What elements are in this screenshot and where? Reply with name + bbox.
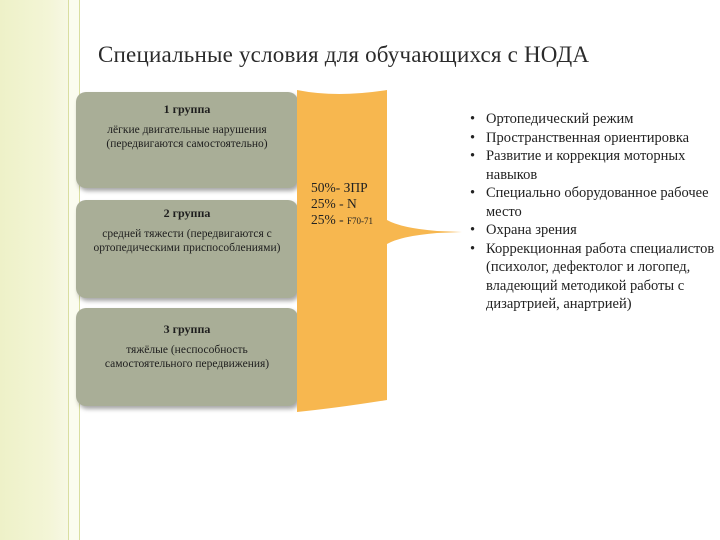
list-item [470, 240, 715, 314]
group-1-title: 1 группа [163, 102, 211, 116]
list-item [470, 221, 715, 240]
percentage-breakdown [311, 180, 373, 229]
list-item [470, 184, 715, 221]
group-1-description: лёгкие двигательные нарушения (передвигаются самостоятельно) [106, 124, 268, 150]
group-2-box [76, 200, 298, 298]
condition-text: Охрана зрения [486, 222, 577, 238]
group-3-title: 3 группа [163, 322, 211, 336]
group-2-title: 2 группа [163, 206, 211, 220]
orange-brace-shape [297, 90, 467, 412]
slide-title: Специальные условия для обучающихся с НОДА [98, 42, 590, 67]
bullet-icon: • [470, 222, 476, 238]
decorative-sidebar-band [0, 0, 68, 540]
bullet-icon: • [470, 129, 476, 146]
condition-text: Коррекционная работа специалистов (психолог, дефектолог и логопед, владеющий методикой работы с дизартрией, анартрией) [486, 240, 715, 312]
percentage-line-2: 25% - N [311, 196, 357, 211]
percentage-line-3 [311, 212, 373, 229]
group-2-description: средней тяжести (передвигаются с ортопедическими приспособлениями) [93, 228, 281, 254]
conditions-list [470, 110, 715, 314]
percentage-line-1: 50%- ЗПР [311, 180, 368, 195]
bullet-icon: • [470, 185, 476, 201]
list-item [470, 147, 715, 184]
list-item [470, 129, 715, 148]
condition-text: Ортопедический режим [486, 111, 634, 127]
group-1-box [76, 92, 298, 188]
percentage-line-3-main: 25% - [311, 212, 347, 227]
bullet-icon: • [470, 148, 476, 164]
condition-text: Пространственная ориентировка [486, 129, 690, 146]
condition-text: Специально оборудованное рабочее место [486, 185, 709, 220]
list-item [470, 110, 715, 129]
bullet-icon: • [470, 240, 476, 257]
bullet-icon: • [470, 111, 476, 127]
percentage-line-3-code: F70-71 [347, 216, 374, 226]
group-3-box [76, 308, 298, 406]
group-3-description: тяжёлые (неспособность самостоятельного передвижения) [104, 344, 270, 370]
condition-text: Развитие и коррекция моторных навыков [486, 148, 686, 183]
